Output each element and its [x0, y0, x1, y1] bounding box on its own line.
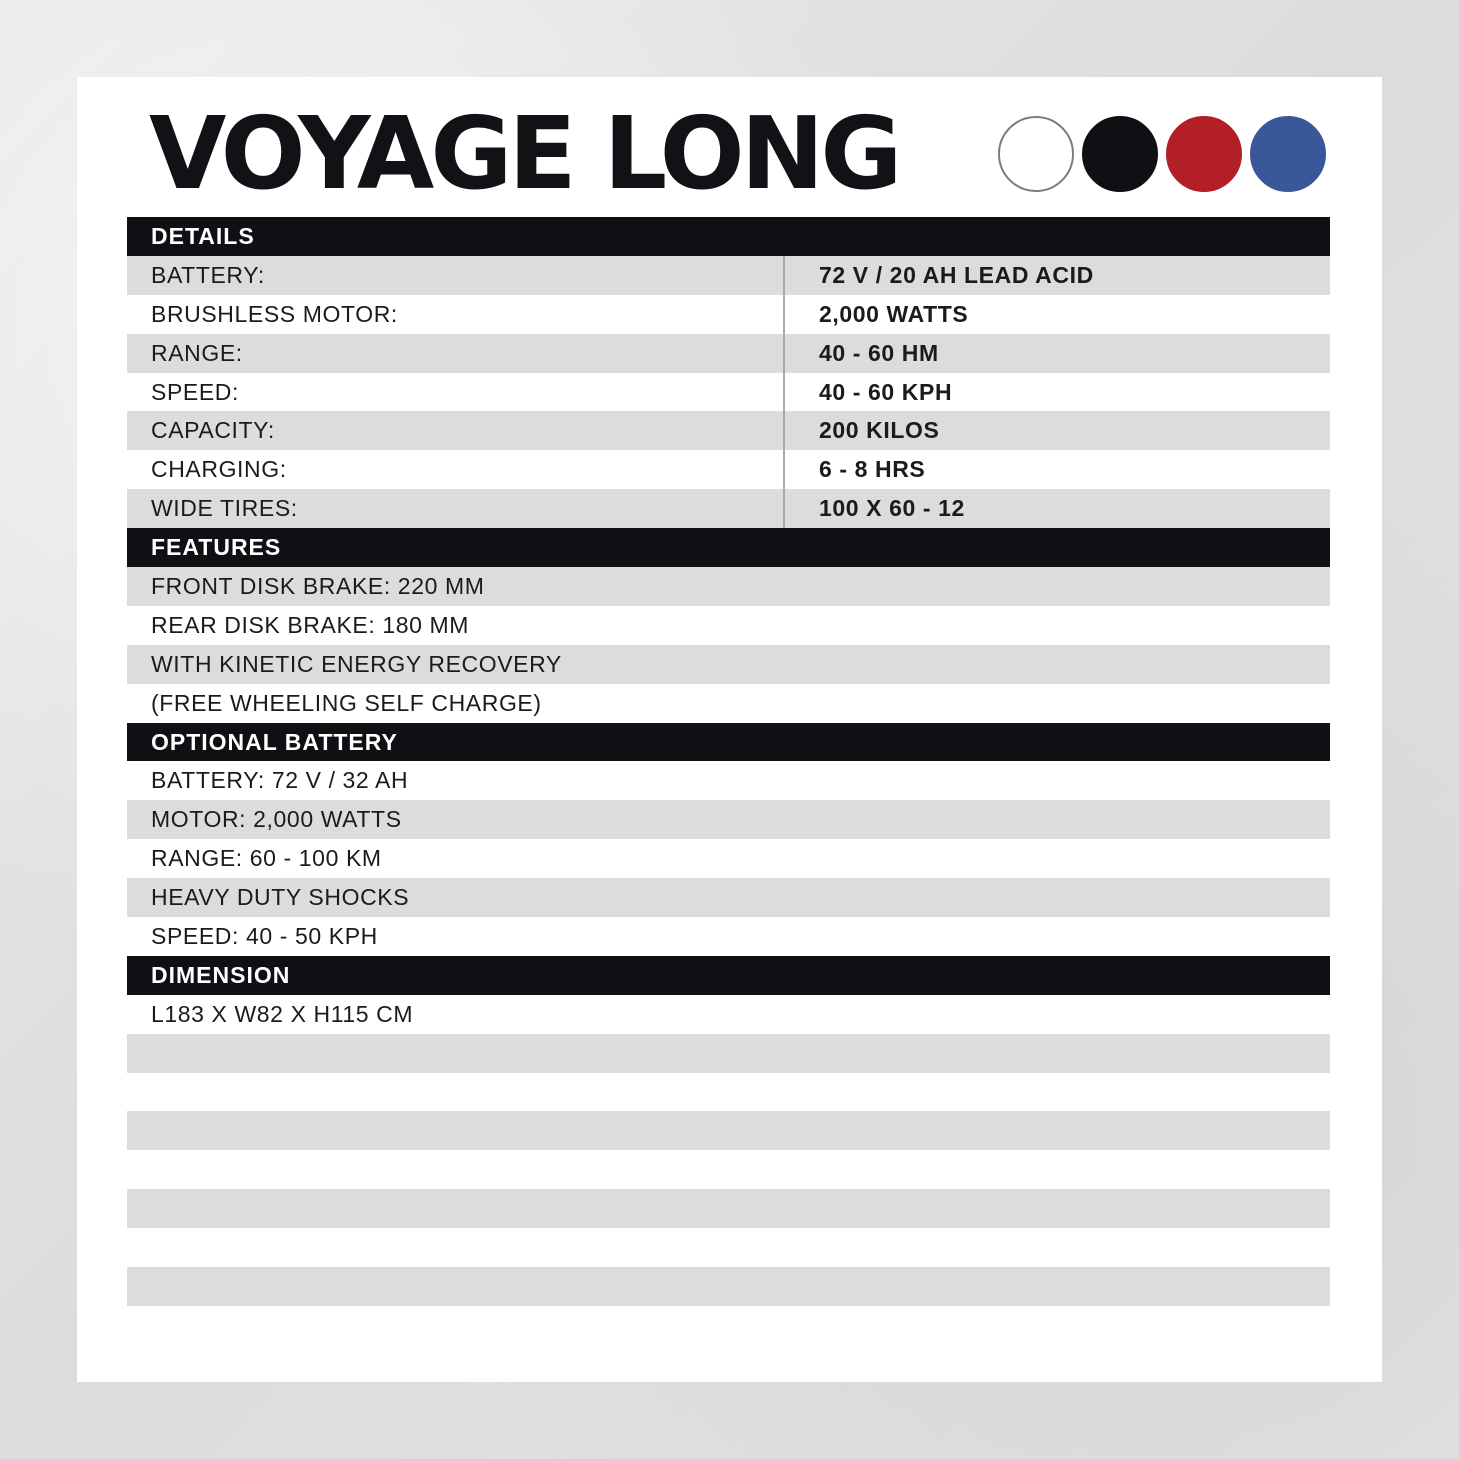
- section-header-features: [127, 528, 1330, 567]
- empty-row: [127, 1111, 1330, 1150]
- color-swatch-red[interactable]: [1166, 116, 1242, 192]
- column-divider: [783, 256, 785, 295]
- detail-value: 6 - 8 HRS: [819, 456, 926, 483]
- color-options: [998, 116, 1326, 192]
- product-title: VOYAGE LONG: [149, 95, 899, 212]
- section-title: OPTIONAL BATTERY: [151, 728, 398, 755]
- optional-battery-row: [127, 800, 1330, 839]
- column-divider: [783, 373, 785, 412]
- color-swatch-blue[interactable]: [1250, 116, 1326, 192]
- feature-row: [127, 645, 1330, 684]
- column-divider: [783, 295, 785, 334]
- detail-label: RANGE:: [151, 339, 243, 366]
- optional-battery-text: SPEED: 40 - 50 KPH: [151, 922, 378, 949]
- detail-row-battery: [127, 256, 1330, 295]
- empty-row: [127, 1034, 1330, 1073]
- column-divider: [783, 489, 785, 528]
- detail-label: CHARGING:: [151, 456, 287, 483]
- column-divider: [783, 450, 785, 489]
- detail-row-motor: [127, 295, 1330, 334]
- empty-row: [127, 1073, 1330, 1112]
- optional-battery-row: [127, 878, 1330, 917]
- detail-label: BRUSHLESS MOTOR:: [151, 300, 398, 327]
- feature-row: [127, 606, 1330, 645]
- section-header-details: [127, 217, 1330, 256]
- detail-value: 40 - 60 KPH: [819, 378, 953, 405]
- section-title: DETAILS: [151, 222, 255, 249]
- dimension-text: L183 X W82 X H115 CM: [151, 1000, 414, 1027]
- detail-row-speed: [127, 373, 1330, 412]
- empty-row: [127, 1189, 1330, 1228]
- color-swatch-white[interactable]: [998, 116, 1074, 192]
- spec-table: [127, 217, 1330, 1306]
- detail-value: 72 V / 20 AH LEAD ACID: [819, 261, 1094, 288]
- feature-row: [127, 567, 1330, 606]
- feature-text: FRONT DISK BRAKE: 220 MM: [151, 572, 485, 599]
- feature-text: (FREE WHEELING SELF CHARGE): [151, 689, 542, 716]
- column-divider: [783, 334, 785, 373]
- section-header-optional-battery: [127, 723, 1330, 762]
- feature-row: [127, 684, 1330, 723]
- detail-label: WIDE TIRES:: [151, 495, 298, 522]
- detail-label: BATTERY:: [151, 261, 265, 288]
- section-header-dimension: [127, 956, 1330, 995]
- optional-battery-row: [127, 839, 1330, 878]
- empty-row: [127, 1228, 1330, 1267]
- feature-text: WITH KINETIC ENERGY RECOVERY: [151, 650, 562, 677]
- empty-row: [127, 1150, 1330, 1189]
- section-title: DIMENSION: [151, 961, 291, 988]
- feature-text: REAR DISK BRAKE: 180 MM: [151, 611, 469, 638]
- optional-battery-text: MOTOR: 2,000 WATTS: [151, 806, 402, 833]
- detail-row-charging: [127, 450, 1330, 489]
- detail-row-tires: [127, 489, 1330, 528]
- color-swatch-black[interactable]: [1082, 116, 1158, 192]
- detail-value: 200 KILOS: [819, 417, 940, 444]
- detail-label: SPEED:: [151, 378, 239, 405]
- detail-value: 40 - 60 HM: [819, 339, 939, 366]
- optional-battery-text: BATTERY: 72 V / 32 AH: [151, 767, 409, 794]
- optional-battery-text: HEAVY DUTY SHOCKS: [151, 884, 410, 911]
- detail-row-range: [127, 334, 1330, 373]
- detail-value: 100 X 60 - 12: [819, 495, 965, 522]
- column-divider: [783, 411, 785, 450]
- section-title: FEATURES: [151, 534, 282, 561]
- detail-row-capacity: [127, 411, 1330, 450]
- detail-value: 2,000 WATTS: [819, 300, 969, 327]
- empty-row: [127, 1267, 1330, 1306]
- optional-battery-text: RANGE: 60 - 100 KM: [151, 845, 382, 872]
- optional-battery-row: [127, 917, 1330, 956]
- optional-battery-row: [127, 761, 1330, 800]
- detail-label: CAPACITY:: [151, 417, 275, 444]
- dimension-row: [127, 995, 1330, 1034]
- spec-card: [77, 77, 1382, 1382]
